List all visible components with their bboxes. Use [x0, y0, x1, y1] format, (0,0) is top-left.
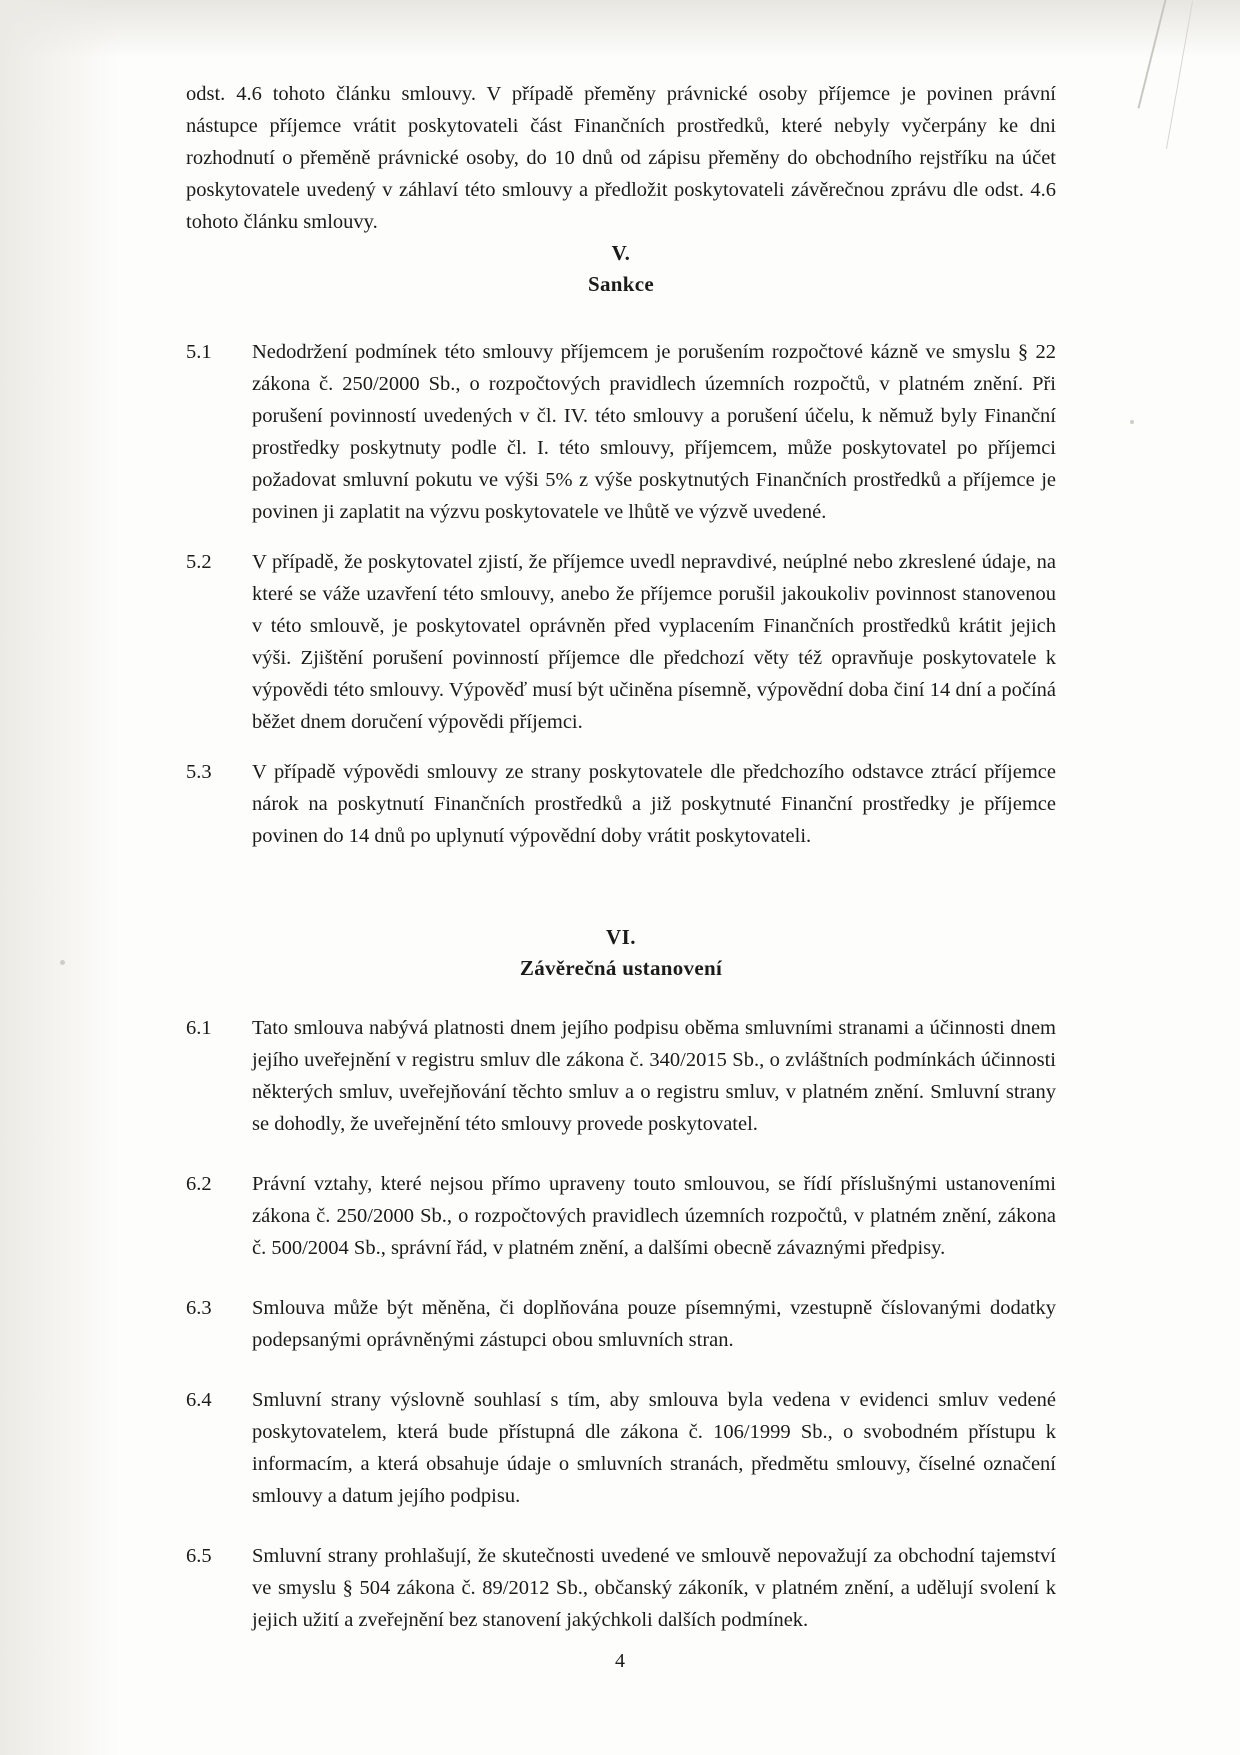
clause-text: Smlouva může být měněna, či doplňována pouze písemnými, vzestupně číslovanými dodatky podepsanými oprávněnými zástupci obou smluvních stran. — [252, 1297, 1056, 1351]
clause-number: 6.4 — [186, 1389, 212, 1411]
clause-number: 6.3 — [186, 1297, 212, 1319]
clause-number: 6.5 — [186, 1545, 212, 1567]
intro-paragraph: odst. 4.6 tohoto článku smlouvy. V případě přeměny právnické osoby příjemce je povinen právní nástupce příjemce vrátit poskytovateli část Finančních prostředků, které nebyly vyčerpány ke dni rozhodnutí o přeměně právnické osoby, do 10 dnů od zápisu přeměny do obchodního rejstříku na účet poskytovatele uvedený v záhlaví této smlouvy a předložit poskytovateli závěrečnou zprávu dle odst. 4.6 tohoto článku smlouvy. — [186, 83, 1056, 233]
clause-text: V případě, že poskytovatel zjistí, že příjemce uvedl nepravdivé, neúplné nebo zkreslené údaje, na které se váže uzavření této smlouvy, anebo že příjemce porušil jakoukoliv povinnost stanovenou v této smlouvě, je poskytovatel oprávněn před vyplacením Finančních prostředků krátit jejich výši. Zjištění porušení povinností příjemce dle předchozí věty též opravňuje poskytovatele k výpovědi této smlouvy. Výpověď musí být učiněna písemně, výpovědní doba činí 14 dní a počíná běžet dnem doručení výpovědi příjemci. — [252, 551, 1056, 733]
section-vi-clauses — [186, 1012, 1056, 1636]
clause-5-1 — [186, 336, 1056, 528]
clause-text: V případě výpovědi smlouvy ze strany poskytovatele dle předchozího odstavce ztrácí příjemce nárok na poskytnutí Finančních prostředků a již poskytnuté Finanční prostředky je příjemce povinen do 14 dnů po uplynutí výpovědní doby vrátit poskytovateli. — [252, 761, 1056, 847]
scan-fold-mark — [1138, 0, 1169, 108]
clause-text: Tato smlouva nabývá platnosti dnem jejího podpisu oběma smluvními stranami a účinnosti dnem jejího uveřejnění v registru smluv dle zákona č. 340/2015 Sb., o zvláštních podmínkách účinnosti některých smluv, uveřejňování těchto smluv a o registru smluv, v platném znění. Smluvní strany se dohodly, že uveřejnění této smlouvy provede poskytovatel. — [252, 1017, 1056, 1135]
section-heading-vi — [186, 922, 1056, 984]
section-title-vi: Závěrečná ustanovení — [519, 956, 723, 980]
clause-text: Smluvní strany výslovně souhlasí s tím, aby smlouva byla vedena v evidenci smluv vedené poskytovatelem, která bude přístupná dle zákona č. 106/1999 Sb., o svobodném přístupu k informacím, a která obsahuje údaje o smluvních stranách, předmětu smlouvy, číselné označení smlouvy a datum jejího podpisu. — [252, 1389, 1056, 1507]
clause-6-1 — [186, 1012, 1056, 1140]
clause-number: 5.1 — [186, 341, 212, 363]
document-body — [186, 78, 1056, 1636]
section-title-v: Sankce — [588, 272, 654, 296]
clause-5-3 — [186, 756, 1056, 852]
clause-text: Právní vztahy, které nejsou přímo upraveny touto smlouvou, se řídí příslušnými ustanoveními zákona č. 250/2000 Sb., o rozpočtových pravidlech územních rozpočtů, v platném znění, zákona č. 500/2004 Sb., správní řád, v platném znění, a dalšími obecně závaznými předpisy. — [252, 1173, 1056, 1259]
clause-6-5 — [186, 1540, 1056, 1636]
clause-text: Nedodržení podmínek této smlouvy příjemcem je porušením rozpočtové kázně ve smyslu § 22 zákona č. 250/2000 Sb., o rozpočtových pravidlech územních rozpočtů, v platném znění. Při porušení povinností uvedených v čl. IV. této smlouvy a porušení účelu, k němuž byly Finanční prostředky poskytnuty podle čl. I. této smlouvy, příjemcem, může poskytovatel po příjemci požadovat smluvní pokutu ve výši 5% z výše poskytnutých Finančních prostředků a příjemce je povinen ji zaplatit na výzvu poskytovatele ve lhůtě ve výzvě uvedené. — [252, 341, 1056, 523]
scan-edge-shadow-left — [0, 0, 120, 1755]
section-heading-v — [186, 238, 1056, 300]
clause-5-2 — [186, 546, 1056, 738]
clause-number: 6.1 — [186, 1017, 212, 1039]
scan-edge-shadow-top — [0, 0, 1240, 58]
clause-6-2 — [186, 1168, 1056, 1264]
clause-number: 5.2 — [186, 551, 212, 573]
clause-number: 5.3 — [186, 761, 212, 783]
page-number: 4 — [615, 1650, 625, 1672]
clause-number: 6.2 — [186, 1173, 212, 1195]
scan-speck — [60, 960, 65, 965]
section-number-v: V. — [611, 241, 631, 265]
scan-speck — [1130, 420, 1134, 424]
section-number-vi: VI. — [605, 925, 637, 949]
clause-6-3 — [186, 1292, 1056, 1356]
clause-text: Smluvní strany prohlašují, že skutečnosti uvedené ve smlouvě nepovažují za obchodní tajemství ve smyslu § 504 zákona č. 89/2012 Sb., občanský zákoník, v platném znění, a udělují svolení k jejich užití a zveřejnění bez stanovení jakýchkoli dalších podmínek. — [252, 1545, 1056, 1631]
section-v-clauses — [186, 336, 1056, 852]
scan-fold-mark-secondary — [1166, 1, 1193, 149]
clause-6-4 — [186, 1384, 1056, 1512]
